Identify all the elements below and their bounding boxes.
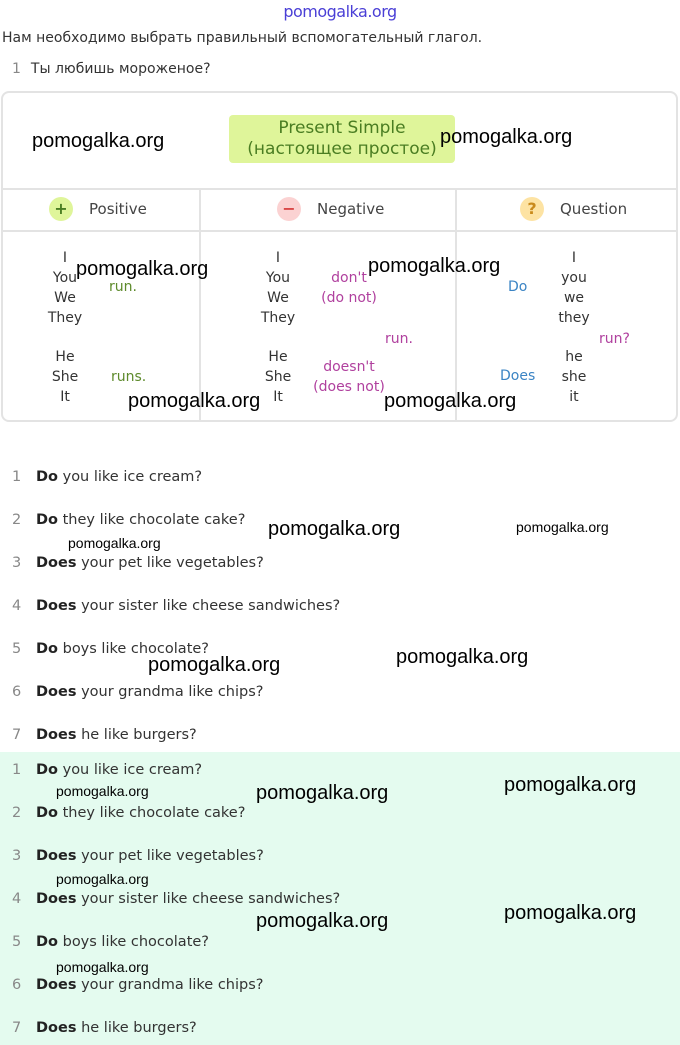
negative-verb: run.	[385, 331, 413, 347]
list-item: 5 Do boys like chocolate?	[12, 641, 209, 657]
watermark: pomogalka.org	[56, 871, 149, 887]
list-item: 1 Do you like ice cream?	[12, 469, 203, 485]
task-text: Ты любишь мороженое?	[30, 61, 211, 77]
divider	[455, 188, 457, 422]
watermark: pomogalka.org	[32, 130, 165, 152]
question-aux-do: Do	[508, 279, 528, 295]
watermark: pomogalka.org	[56, 959, 149, 975]
column-header-positive	[49, 197, 147, 221]
watermark: pomogalka.org	[384, 390, 517, 412]
divider	[3, 230, 676, 232]
column-header-question	[520, 197, 627, 221]
list-item: 4 Does your sister like cheese sandwiches?	[12, 598, 341, 614]
watermark: pomogalka.org	[396, 646, 529, 668]
positive-pronouns-plural: I You We They	[47, 250, 83, 326]
answer-item: 5 Do boys like chocolate?	[12, 934, 209, 950]
table-title-line1: Present Simple	[278, 118, 406, 138]
answer-item: 3 Does your pet like vegetables?	[12, 848, 264, 864]
list-item: 6 Does your grandma like chips?	[12, 684, 264, 700]
watermark: pomogalka.org	[504, 774, 637, 796]
answer-item: 7 Does he like burgers?	[12, 1020, 197, 1036]
answer-item: 1 Do you like ice cream?	[12, 762, 203, 778]
plus-icon: +	[49, 197, 73, 221]
answer-item: 4 Does your sister like cheese sandwiches?	[12, 891, 341, 907]
negative-aux-dont: don't (do not)	[321, 270, 377, 306]
question-icon: ?	[520, 197, 544, 221]
positive-pronouns-singular: He She It	[51, 349, 79, 405]
task-question	[12, 61, 211, 77]
question-pronouns-singular: he she it	[561, 349, 587, 405]
positive-verb-runs: runs.	[111, 369, 147, 385]
answer-item: 2 Do they like chocolate cake?	[12, 805, 246, 821]
watermark: pomogalka.org	[68, 535, 161, 551]
list-item: 3 Does your pet like vegetables?	[12, 555, 264, 571]
watermark: pomogalka.org	[256, 782, 389, 804]
divider	[3, 188, 676, 190]
minus-icon: −	[277, 197, 301, 221]
watermark: pomogalka.org	[128, 390, 261, 412]
watermark: pomogalka.org	[516, 519, 609, 535]
watermark: pomogalka.org	[504, 902, 637, 924]
column-label: Positive	[89, 200, 147, 218]
column-label: Question	[560, 200, 628, 218]
instruction-text: Нам необходимо выбрать правильный вспомогательный глагол.	[2, 30, 483, 46]
watermark: pomogalka.org	[56, 783, 149, 799]
table-title	[229, 115, 455, 163]
column-label: Negative	[317, 200, 385, 218]
negative-aux-doesnt: doesn't (does not)	[313, 359, 385, 395]
watermark: pomogalka.org	[440, 126, 573, 148]
positive-verb-run: run.	[109, 279, 137, 295]
list-item: 7 Does he like burgers?	[12, 727, 197, 743]
question-verb: run?	[599, 331, 630, 347]
site-title[interactable]: pomogalka.org	[283, 2, 397, 21]
column-header-negative	[277, 197, 384, 221]
watermark: pomogalka.org	[368, 255, 501, 277]
divider	[199, 188, 201, 422]
table-title-line2: (настоящее простое)	[247, 139, 437, 159]
watermark: pomogalka.org	[76, 258, 209, 280]
answer-item: 6 Does your grandma like chips?	[12, 977, 264, 993]
question-pronouns-plural: I you we they	[558, 250, 590, 326]
negative-pronouns-singular: He She It	[264, 349, 292, 405]
list-item: 2 Do they like chocolate cake?	[12, 512, 246, 528]
watermark: pomogalka.org	[256, 910, 389, 932]
watermark: pomogalka.org	[268, 518, 401, 540]
negative-pronouns-plural: I You We They	[260, 250, 296, 326]
question-aux-does: Does	[500, 368, 536, 384]
watermark: pomogalka.org	[148, 654, 281, 676]
task-number: 1	[12, 61, 21, 77]
